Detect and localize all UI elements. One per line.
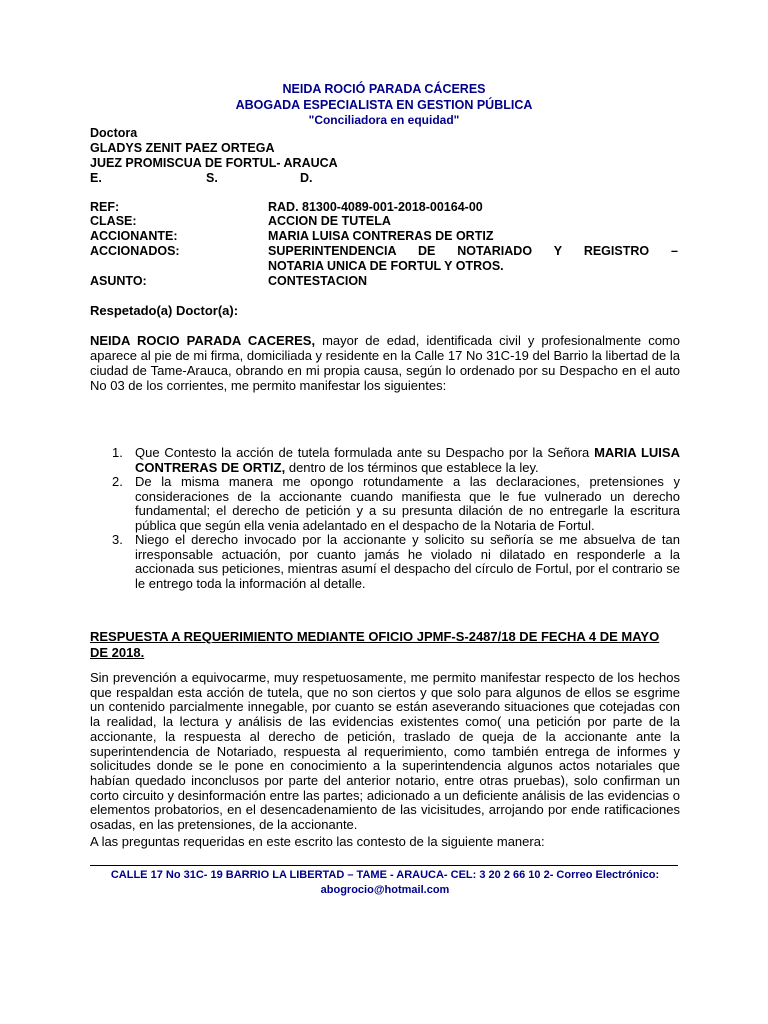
list-item-text: Que Contesto la acción de tutela formulada ante su Despacho por la Señora [135, 445, 595, 460]
list-item-number: 3. [112, 532, 123, 547]
footer [90, 868, 680, 898]
body-paragraph: Sin prevención a equivocarme, muy respetuosamente, me permito manifestar respecto de los hechos que respaldan esta acción de tutela, que no son ciertos y que solo para algunos de ellos se esgrime un contenido parcialmente innegable, por cuanto se están aseverando situaciones que cotejadas con la realidad, la lectura y análisis de las evidencias existentes como( una petición por parte de la accionante, la respuesta al derecho de petición, traslado de queja de la accionante ante la superintendencia de Notariado, respuesta al requerimiento, como también entrega de informes y solicitudes donde se le pone en conocimiento a la superintendencia algunos actos notariales que habían quedado inconclusos por parte del anterior notario, entre otras pruebas), solo confirman un corto circuito y desinformación entre las partes; adicionado a un deficiente análisis de las evidencias o elementos probatorios, en el desencadenamiento de las vicisitudes, arrojando por ende ratificaciones osadas, en las pretensiones, de la accionante. [90, 670, 680, 833]
esd-s: S. [206, 171, 218, 185]
esd-d: D. [300, 171, 313, 185]
addressee-position: JUEZ PROMISCUA DE FORTUL- ARAUCA [90, 156, 338, 170]
accionados-label: ACCIONADOS: [90, 244, 180, 258]
numbered-list [112, 445, 680, 591]
accionante-value: MARIA LUISA CONTRERAS DE ORTIZ [268, 229, 494, 243]
clase-value: ACCION DE TUTELA [268, 214, 391, 228]
footer-address: CALLE 17 No 31C- 19 BARRIO LA LIBERTAD – TAME - ARAUCA- CEL: 3 20 2 66 10 2- Correo Electrónico: [110, 869, 660, 881]
accionados-value-line2: NOTARIA UNICA DE FORTUL Y OTROS. [268, 259, 504, 273]
addressee-name: GLADYS ZENIT PAEZ ORTEGA [90, 141, 275, 155]
addressee-esd [90, 171, 390, 186]
list-item [112, 532, 680, 591]
list-item-number: 1. [112, 445, 123, 460]
footer-divider [90, 865, 678, 866]
ref-value: RAD. 81300-4089-001-2018-00164-00 [268, 200, 483, 214]
list-item-text: Niego el derecho invocado por la accionante y solicito su señoría se me absuelva de tan irresponsable actuación, por cuanto jamás he violado ni dilatado en responderle a la accionada sus peticiones, mientras asumí el despacho del círculo de Fortul, por el contrario se le entrego toda la información al detalle. [135, 532, 680, 591]
letterhead-name: NEIDA ROCIÓ PARADA CÁCERES [282, 82, 486, 96]
addressee-salutation: Doctora [90, 126, 138, 140]
intro-text: mayor de edad, identificada civil y profesionalmente como aparece al pie de mi firma, domiciliada y residente en la Calle 17 No 31C-19 del Barrio la libertad de la ciudad de Tame-Arauca, obrando en mi propia causa, según lo ordenado por su Despacho en el auto No 03 de los corrientes, me permito manifestar los siguientes: [90, 333, 680, 393]
accionados-value-line1: SUPERINTENDENCIA DE NOTARIADO Y REGISTRO – [268, 244, 678, 258]
list-item [112, 445, 680, 475]
intro-bold-name: NEIDA ROCIO PARADA CACERES, [90, 333, 316, 348]
list-item-text: De la misma manera me opongo rotundamente a las declaraciones, pretensiones y consideraciones de la accionante cuando manifiesta que le fue vulnerado un derecho fundamental; el derecho de petición y a su presunta dilación de no entregarle la escritura pública que según ella venia adelantado en el despacho de la Notaria de Fortul. [135, 474, 680, 533]
asunto-value: CONTESTACION [268, 274, 368, 288]
clase-label: CLASE: [90, 214, 137, 228]
list-item-bold: MARIA LUISA CONTRERAS DE ORTIZ, [135, 445, 680, 475]
asunto-label: ASUNTO: [90, 274, 147, 288]
letterhead-motto: "Conciliadora en equidad" [308, 113, 460, 127]
intro-paragraph [90, 333, 680, 393]
closing-paragraph: A las preguntas requeridas en este escrito las contesto de la siguiente manera: [90, 834, 545, 849]
section-title: RESPUESTA A REQUERIMIENTO MEDIANTE OFICIO JPMF-S-2487/18 DE FECHA 4 DE MAYO DE 2018. [90, 629, 660, 660]
list-item-number: 2. [112, 474, 123, 489]
greeting: Respetado(a) Doctor(a): [90, 303, 239, 318]
list-item [112, 474, 680, 533]
esd-e: E. [90, 171, 102, 185]
letterhead-title: ABOGADA ESPECIALISTA EN GESTION PÚBLICA [235, 98, 533, 112]
list-item-text: dentro de los términos que establece la ley. [285, 459, 539, 475]
footer-email: abogrocio@hotmail.com [320, 884, 450, 896]
ref-label: REF: [90, 200, 120, 214]
accionante-label: ACCIONANTE: [90, 229, 178, 243]
